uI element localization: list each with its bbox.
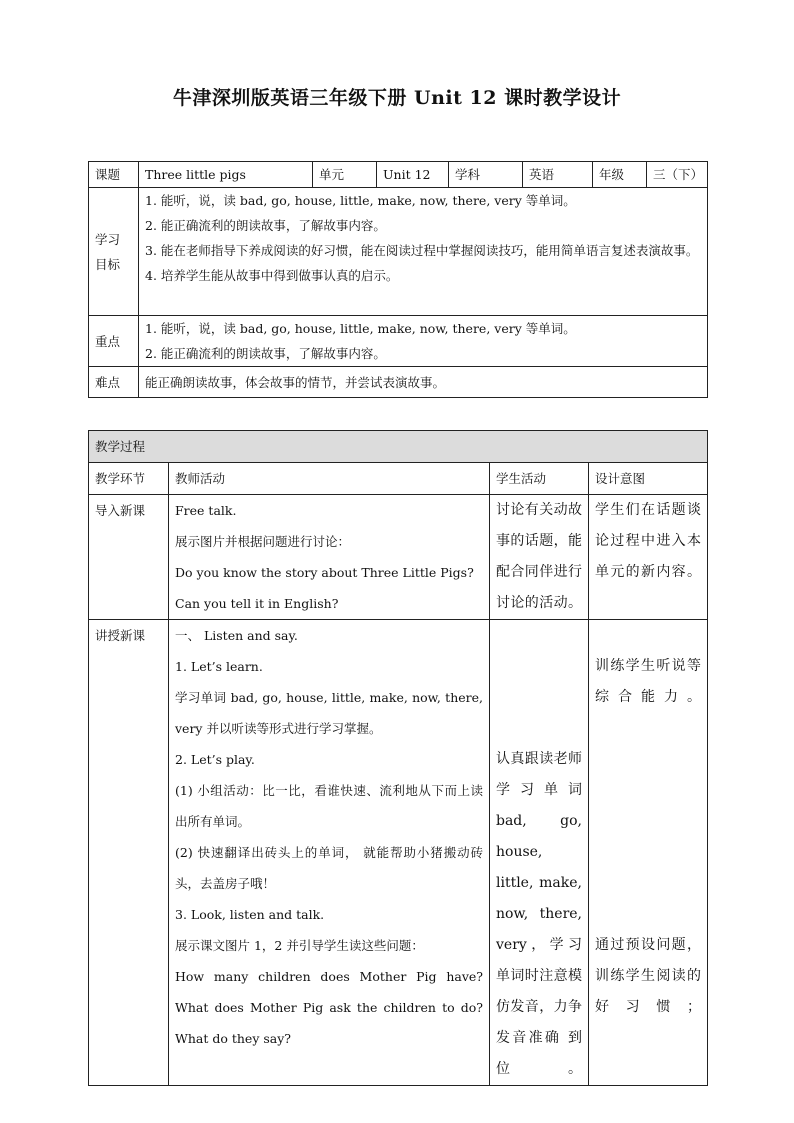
student-activity-intro: 讨论有关动故事的话题，能配合同伴进行讨论的活动。 xyxy=(490,495,589,620)
goals-list xyxy=(139,188,708,316)
table-row xyxy=(89,495,708,620)
goal-item: 4. 培养学生能从故事中得到做事认真的启示。 xyxy=(145,268,399,283)
teacher-line: 学习单词 bad, go, house, little, make, now, there, very 并以听读等形式进行学习掌握。 xyxy=(175,690,483,736)
topic-value: Three little pigs xyxy=(139,162,313,188)
purpose-text: 训练学生听说等综合能力。 xyxy=(595,658,702,705)
column-header-purpose: 设计意图 xyxy=(589,463,708,495)
teaching-process-table xyxy=(88,430,708,1086)
purpose-intro: 学生们在话题谈论过程中进入本单元的新内容。 xyxy=(589,495,708,620)
teacher-line: 3. Look, listen and talk. xyxy=(175,907,325,922)
subject-label: 学科 xyxy=(449,162,523,188)
grade-label: 年级 xyxy=(593,162,647,188)
teacher-line: Free talk. xyxy=(175,503,237,518)
key-point-item: 2. 能正确流利的朗读故事，了解故事内容。 xyxy=(145,346,386,361)
unit-value: Unit 12 xyxy=(377,162,449,188)
teacher-activity-new xyxy=(169,620,490,1086)
lesson-info-table xyxy=(88,161,708,398)
teacher-line: 一、 Listen and say. xyxy=(175,628,298,643)
teacher-activity-intro xyxy=(169,495,490,620)
difficulty-text: 能正确朗读故事，体会故事的情节，并尝试表演故事。 xyxy=(139,367,708,398)
column-header-teacher: 教师活动 xyxy=(169,463,490,495)
student-activity-text: 认真跟读老师学习单词 bad, go, house, little, make, now, there, very，学习单词时注意模仿发音，力争发音准确 到位。 xyxy=(496,751,582,1077)
goal-item: 1. 能听，说，读 bad, go, house, little, make, now, there, very 等单词。 xyxy=(145,193,576,208)
key-point-item: 1. 能听，说，读 bad, go, house, little, make, now, there, very 等单词。 xyxy=(145,321,576,336)
student-activity-new xyxy=(490,620,589,1086)
teacher-line: (2) 快速翻译出砖头上的单词， 就能帮助小猪搬动砖头，去盖房子哦！ xyxy=(175,845,483,891)
goal-item: 3. 能在老师指导下养成阅读的好习惯，能在阅读过程中掌握阅读技巧，能用简单语言复述表演故事。 xyxy=(145,243,699,258)
teacher-line: How many children does Mother Pig have? What does Mother Pig ask the children to do? What do they say? xyxy=(175,969,483,1046)
goal-item: 2. 能正确流利的朗读故事，了解故事内容。 xyxy=(145,218,386,233)
stage-new: 讲授新课 xyxy=(89,620,169,1086)
purpose-new xyxy=(589,620,708,1086)
column-header-student: 学生活动 xyxy=(490,463,589,495)
grade-value: 三（下） xyxy=(647,162,708,188)
teacher-line: Do you know the story about Three Little Pigs? xyxy=(175,565,474,580)
column-header-stage: 教学环节 xyxy=(89,463,169,495)
teacher-line: 1. Let’s learn. xyxy=(175,659,263,674)
key-points-label: 重点 xyxy=(89,316,139,367)
teacher-line: 展示图片并根据问题进行讨论： xyxy=(175,534,351,549)
page-title: 牛津深圳版英语三年级下册 Unit 12 课时教学设计 xyxy=(172,87,622,109)
stage-intro: 导入新课 xyxy=(89,495,169,620)
difficulty-label: 难点 xyxy=(89,367,139,398)
teacher-line: 2. Let’s play. xyxy=(175,752,255,767)
table-row xyxy=(89,620,708,1086)
key-points-list xyxy=(139,316,708,367)
goals-label: 学习 目标 xyxy=(89,188,139,316)
unit-label: 单元 xyxy=(313,162,377,188)
teacher-line: Can you tell it in English? xyxy=(175,596,339,611)
purpose-text: 通过预设问题，训练学生阅读的好习惯； xyxy=(595,937,702,1015)
topic-label: 课题 xyxy=(89,162,139,188)
teacher-line: 展示课文图片 1，2 并引导学生读这些问题： xyxy=(175,938,424,953)
subject-value: 英语 xyxy=(523,162,593,188)
process-header: 教学过程 xyxy=(89,431,708,463)
teacher-line: (1) 小组活动：比一比，看谁快速、流利地从下而上读出所有单词。 xyxy=(175,783,483,829)
